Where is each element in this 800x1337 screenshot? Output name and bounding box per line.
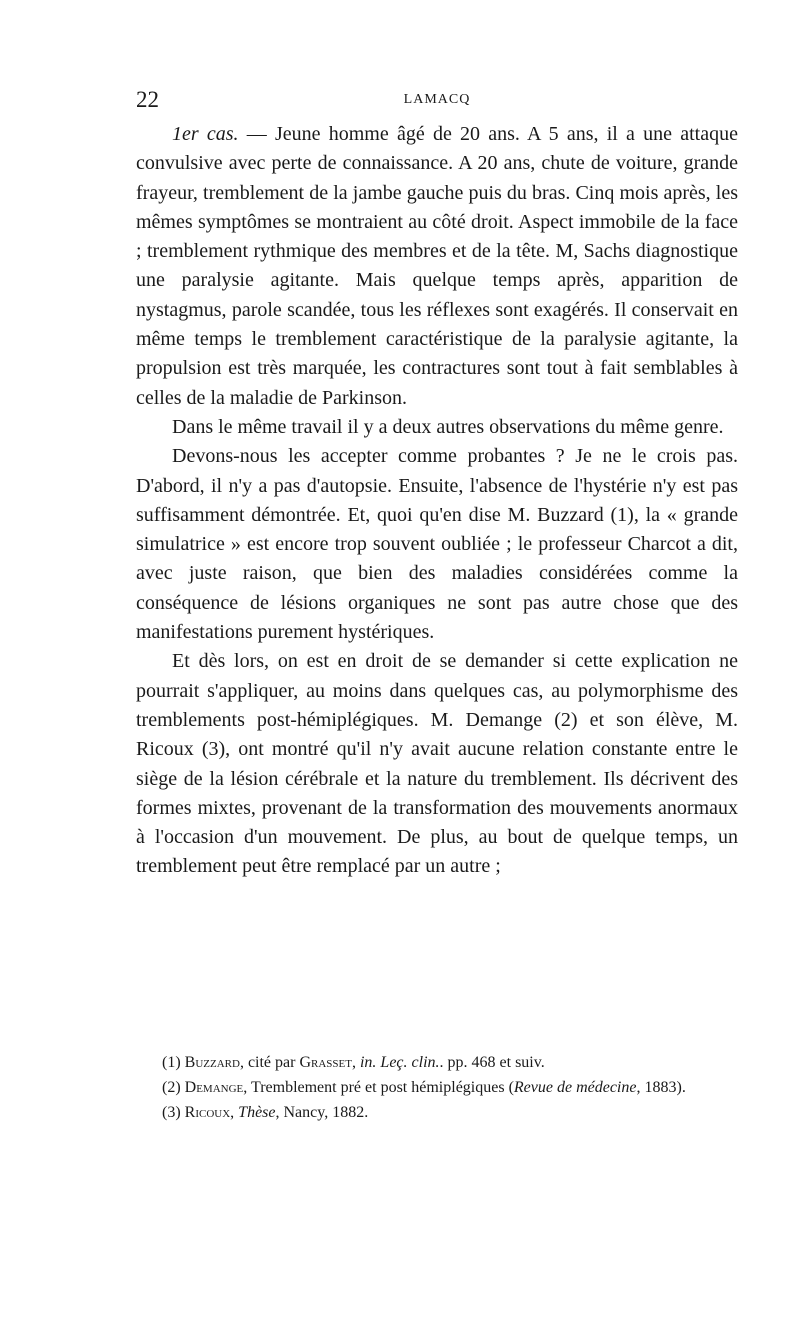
paragraph-case-1: [136, 120, 738, 413]
footnotes: [136, 1050, 738, 1125]
footnote-number: (3): [162, 1104, 185, 1121]
footnote-author: Grasset: [299, 1054, 352, 1071]
case-text: — Jeune homme âgé de 20 ans. A 5 ans, il a une attaque convulsive avec perte de connaissance. A 20 ans, chute de voiture, grande frayeur, tremblement de la jambe gauche puis du bras. Cinq mois après, les mêmes symptômes se montraient au côté droit. Aspect immobile de la face ; tremblement rythmique des membres et de la tête. M, Sachs diagnostique une paralysie agitante. Mais quelque temps après, apparition de nystagmus, parole scandée, tous les réflexes sont exagérés. Il conservait en même temps le tremblement caractéristique de la paralysie agitante, la propulsion est très marquée, les contractures sont tout à fait semblables à celles de la maladie de Parkinson.: [136, 123, 738, 409]
paragraph-2: Dans le même travail il y a deux autres observations du même genre.: [172, 415, 724, 438]
running-title: LAMACQ: [403, 92, 471, 107]
footnote-number: (2): [162, 1079, 185, 1096]
paragraph-4: Et dès lors, on est en droit de se demander si cette explication ne pourrait s'appliquer, au moins dans quelques cas, au polymorphisme des tremblements post-hémiplégiques. M. Demange (2) et son élève, M. Ricoux (3), ont montré qu'il n'y avait aucune relation constante entre le siège de la lésion cérébrale et la nature du tremblement. Ils décrivent des formes mixtes, provenant de la transformation des mouvements anormaux à l'occasion d'un mouvement. De plus, au bout de quelque temps, un tremblement peut être remplacé par un autre ;: [136, 650, 738, 878]
body-text: [136, 120, 738, 882]
case-label: 1er cas.: [172, 123, 239, 145]
page-number: 22: [136, 87, 159, 112]
footnote-number: (1): [162, 1054, 185, 1071]
footnote-title: in. Leç. clin.: [359, 1054, 440, 1071]
footnote-1: (1) Buzzard, cité par Grasset, in. Leç. clin.. pp. 468 et suiv.: [162, 1054, 545, 1071]
footnote-title: Thèse: [238, 1104, 276, 1121]
footnote-author: Ricoux: [184, 1104, 231, 1121]
footnote-3: (3) Ricoux, Thèse, Nancy, 1882.: [162, 1104, 369, 1121]
running-head: [136, 86, 738, 114]
footnote-author: Demange: [184, 1079, 244, 1096]
paragraph-3: Devons-nous les accepter comme probantes ? Je ne le crois pas. D'abord, il n'y a pas d'autopsie. Ensuite, l'absence de l'hystérie n'y est pas suffisamment démontrée. Et, quoi qu'en dise M. Buzzard (1), la « grande simulatrice » est encore trop souvent oubliée ; le professeur Charcot a dit, avec juste raison, que bien des maladies considérées comme la conséquence de lésions organiques ne sont pas autre chose que des manifestations purement hystériques.: [136, 445, 738, 644]
footnote-2: (2) Demange, Tremblement pré et post hémiplégiques (Revue de médecine, 1883).: [162, 1079, 686, 1096]
footnote-title: Revue de médecine: [513, 1079, 637, 1096]
footnote-author: Buzzard: [184, 1054, 240, 1071]
